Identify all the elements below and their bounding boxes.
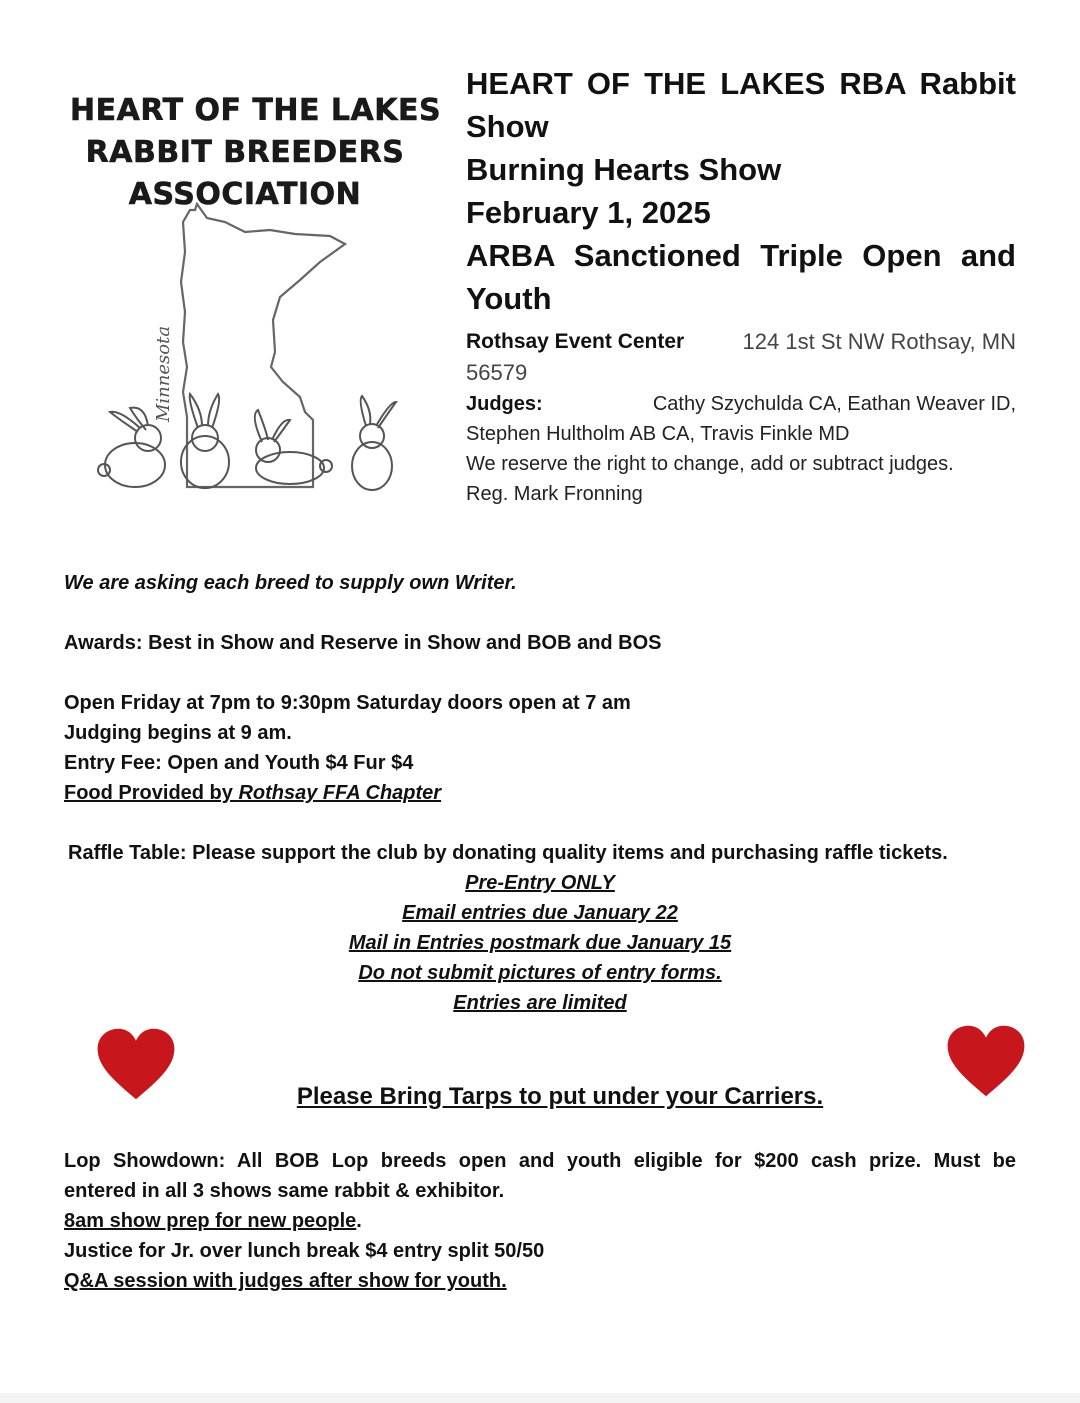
judges-row-1 (466, 389, 1016, 419)
entry-fee: Entry Fee: Open and Youth $4 Fur $4 (64, 752, 414, 774)
bottom-edge (0, 1393, 1080, 1403)
hours-block (64, 688, 1016, 808)
event-header (466, 62, 1016, 509)
logo-line-3: ASSOCIATION (128, 177, 362, 212)
writer-note: We are asking each breed to supply own Writer. (64, 572, 517, 594)
sanction-line-2: Youth (466, 281, 552, 316)
judges-label: Judges: (466, 393, 543, 415)
reserve-note: We reserve the right to change, add or subtract judges. (466, 453, 954, 475)
tarps-text: Please Bring Tarps to put under your Carriers. (296, 1083, 824, 1110)
lop-line-2: entered in all 3 shows same rabbit & exhibitor. (64, 1180, 505, 1202)
logo-line-2: RABBIT BREEDERS (85, 135, 405, 170)
raffle-note: Raffle Table: Please support the club by donating quality items and purchasing raffle tickets. (68, 842, 948, 864)
food-provider (64, 778, 1016, 808)
no-pictures: Do not submit pictures of entry forms. (358, 962, 722, 984)
event-date: February 1, 2025 (466, 195, 711, 230)
event-title-line-1: HEART OF THE LAKES RBA Rabbit (466, 66, 1016, 101)
mail-due: Mail in Entries postmark due January 15 (348, 932, 732, 954)
minnesota-label: Minnesota (153, 325, 174, 422)
email-due: Email entries due January 22 (402, 902, 678, 924)
pre-entry: Pre-Entry ONLY (465, 872, 615, 894)
logo-title (70, 90, 442, 216)
event-title-line-2: Show (466, 109, 549, 144)
prep-text: 8am show prep for new people (64, 1210, 357, 1232)
awards: Awards: Best in Show and Reserve in Show and BOB and BOS (64, 632, 662, 654)
tarps-notice (0, 1080, 1080, 1114)
venue (466, 326, 1016, 357)
venue-address: 124 1st St NW Rothsay, MN (742, 329, 1016, 354)
venue-zip: 56579 (466, 360, 528, 385)
prep-dot: . (356, 1210, 362, 1232)
lop-showdown-block (64, 1146, 1016, 1296)
hours-line-2: Judging begins at 9 am. (64, 722, 292, 744)
venue-name: Rothsay Event Center (466, 330, 685, 353)
prep-line (64, 1206, 1016, 1236)
entries-limited: Entries are limited (453, 992, 627, 1014)
bunnies-icon (90, 390, 410, 500)
registrar: Reg. Mark Fronning (466, 483, 643, 505)
food-prefix: Food Provided by (64, 782, 239, 804)
food-source: Rothsay FFA Chapter (238, 782, 442, 804)
logo-line-1: HEART OF THE LAKES (70, 93, 442, 128)
sanction-line-1: ARBA Sanctioned Triple Open and (466, 238, 1016, 273)
qa-line: Q&A session with judges after show for youth. (64, 1270, 507, 1292)
club-logo (70, 90, 442, 500)
show-name: Burning Hearts Show (466, 152, 782, 187)
judges-list-1: Cathy Szychulda CA, Eathan Weaver ID, (652, 393, 1016, 415)
justice-line: Justice for Jr. over lunch break $4 entry split 50/50 (64, 1240, 545, 1262)
judges-list-2: Stephen Hultholm AB CA, Travis Finkle MD (466, 423, 850, 445)
hours-line-1: Open Friday at 7pm to 9:30pm Saturday doors open at 7 am (64, 692, 631, 714)
lop-line-1: Lop Showdown: All BOB Lop breeds open and youth eligible for $200 cash prize. Must be (64, 1150, 1016, 1172)
venue-zip-row (466, 357, 1016, 389)
entry-rules (64, 868, 1016, 1018)
